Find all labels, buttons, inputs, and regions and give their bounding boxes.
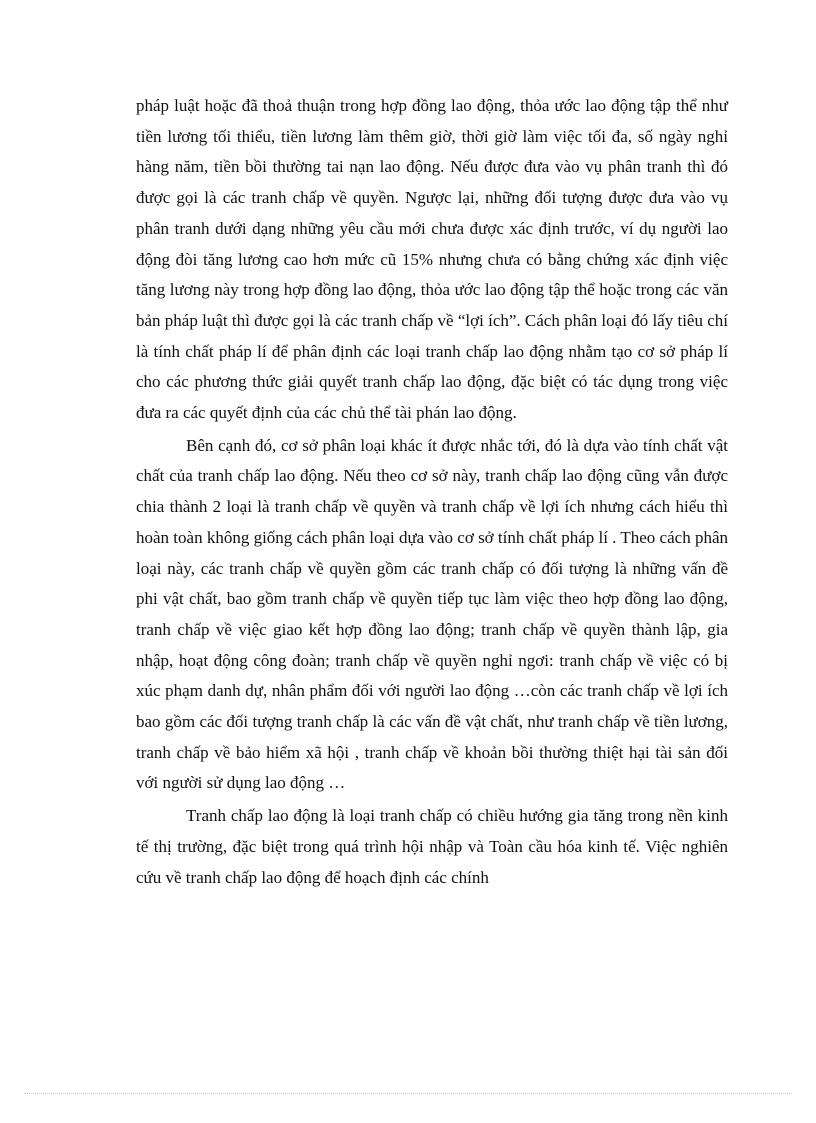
paragraph-material-nature-classification: Bên cạnh đó, cơ sở phân loại khác ít được nhắc tới, đó là dựa vào tính chất vật chất của tranh chấp lao động. Nếu theo cơ sở này, tranh chấp lao động cũng vẫn được chia thành 2 loại là tranh chấp về quyền và tranh chấp về lợi ích nhưng cách hiểu thì hoàn toàn không giống cách phân loại dựa vào cơ sở tính chất pháp lí . Theo cách phân loại này, các tranh chấp về quyền gồm các tranh chấp có đối tượng là những vấn đề phi vật chất, bao gồm tranh chấp về quyền tiếp tục làm việc theo hợp đồng lao động, tranh chấp về việc giao kết hợp đồng lao động; tranh chấp về quyền thành lập, gia nhập, hoạt động công đoàn; tranh chấp về quyền nghỉ ngơi: tranh chấp về việc có bị xúc phạm danh dự, nhân phẩm đối với người lao động …còn các tranh chấp về lợi ích bao gồm các đối tượng tranh chấp là các vấn đề vật chất, như tranh chấp về tiền lương, tranh chấp về bảo hiểm xã hội , tranh chấp về khoản bồi thường thiệt hại tài sản đối với người sử dụng lao động … <box>136 435 728 793</box>
page-bottom-divider <box>24 1093 792 1094</box>
paragraph-legal-nature-classification: pháp luật hoặc đã thoả thuận trong hợp đồng lao động, thỏa ước lao động tập thể như tiền lương tối thiểu, tiền lương làm thêm giờ, thời giờ làm việc tối đa, số ngày nghỉ hàng năm, tiền bồi thường tai nạn lao động. Nếu được đưa vào vụ phân tranh thì đó được gọi là các tranh chấp về quyền. Ngược lại, những đối tượng được đưa vào vụ phân tranh dưới dạng những yêu cầu mới chưa được xác định trước, ví dụ người lao động đòi tăng lương cao hơn mức cũ 15% nhưng chưa có bằng chứng xác định việc tăng lương này trong hợp đồng lao động, thỏa ước lao động tập thể hoặc trong các văn bản pháp luật thì được gọi là các tranh chấp về “lợi ích”. Cách phân loại đó lấy tiêu chí là tính chất pháp lí để phân định các loại tranh chấp lao động nhằm tạo cơ sở pháp lí cho các phương thức giải quyết tranh chấp lao động, đặc biệt có tác dụng trong việc đưa ra các quyết định của các chủ thể tài phán lao động. <box>136 96 728 423</box>
body-text <box>136 91 728 893</box>
paragraph-trend-of-labor-disputes: Tranh chấp lao động là loại tranh chấp có chiều hướng gia tăng trong nền kinh tế thị trường, đặc biệt trong quá trình hội nhập và Toàn cầu hóa kinh tế. Việc nghiên cứu về tranh chấp lao động để hoạch định các chính <box>136 806 728 887</box>
